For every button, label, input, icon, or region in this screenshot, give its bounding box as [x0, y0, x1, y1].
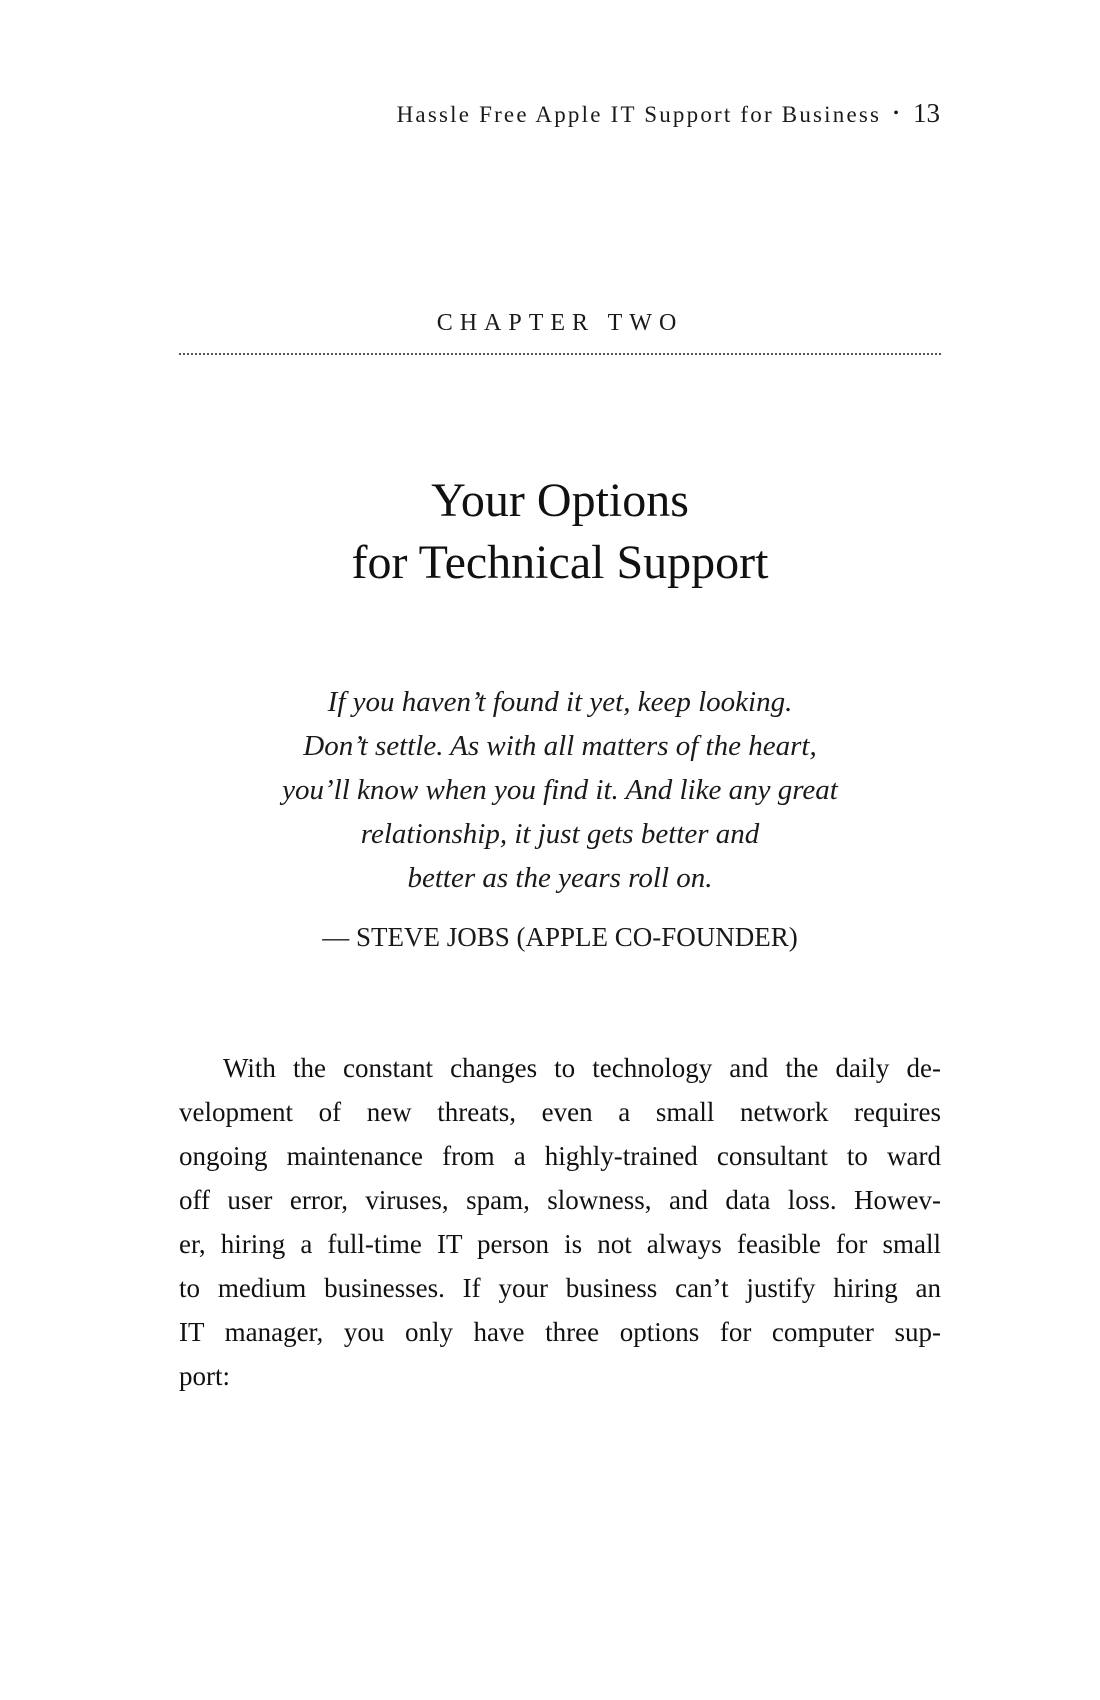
- running-header: [397, 98, 940, 129]
- body-line: off user error, viruses, spam, slowness, and data loss. Howev-: [179, 1185, 941, 1215]
- chapter-divider: [179, 353, 941, 355]
- body-line: IT manager, you only have three options for computer sup-: [179, 1317, 941, 1347]
- page-number: 13: [913, 98, 940, 128]
- body-line: velopment of new threats, even a small network requires: [179, 1097, 941, 1127]
- chapter-label: CHAPTER TWO: [436, 310, 684, 336]
- epigraph-line: you’ll know when you find it. And like any great: [282, 774, 838, 806]
- chapter-title-line: for Technical Support: [351, 536, 769, 589]
- body-paragraph: [179, 1046, 941, 1398]
- chapter-title: [0, 470, 1100, 594]
- chapter-title-line: Your Options: [431, 474, 689, 527]
- running-title: Hassle Free Apple IT Support for Business: [396, 102, 882, 127]
- epigraph-line: Don’t settle. As with all matters of the heart,: [303, 730, 817, 762]
- body-line: ongoing maintenance from a highly-trained consultant to ward: [179, 1141, 941, 1171]
- epigraph-attribution: — STEVE JOBS (APPLE CO-FOUNDER): [322, 922, 798, 952]
- epigraph-line: better as the years roll on.: [407, 862, 713, 894]
- body-line: With the constant changes to technology and the daily de-: [223, 1053, 941, 1083]
- epigraph-line: relationship, it just gets better and: [360, 818, 760, 850]
- body-line: port:: [179, 1361, 230, 1391]
- bullet-separator-icon: •: [893, 105, 901, 122]
- epigraph-line: If you haven’t found it yet, keep looking.: [327, 686, 793, 718]
- epigraph-quote: [0, 680, 1100, 900]
- body-line: er, hiring a full-time IT person is not always feasible for small: [179, 1229, 941, 1259]
- body-line: to medium businesses. If your business can’t justify hiring an: [179, 1273, 941, 1303]
